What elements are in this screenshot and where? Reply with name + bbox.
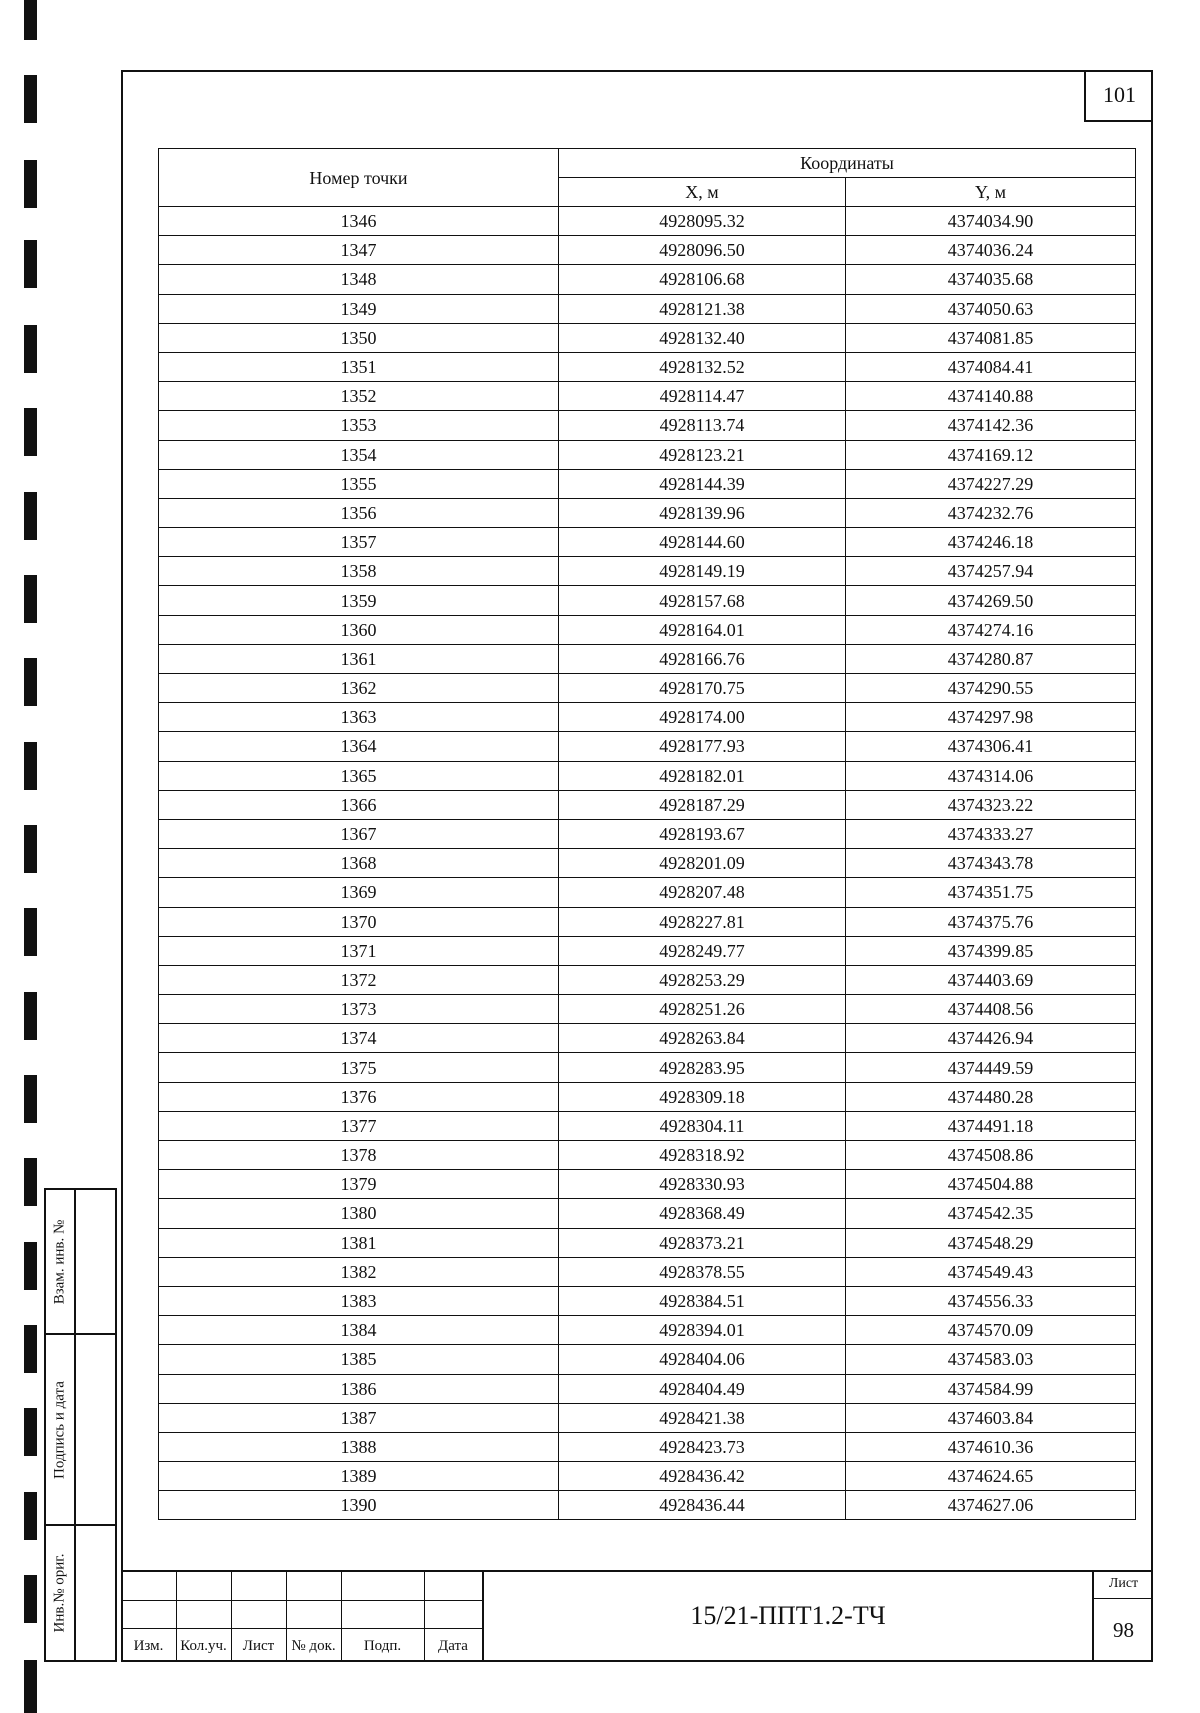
page-number — [1084, 70, 1153, 122]
coordinates-table — [158, 148, 1136, 1520]
cell-x: 4928144.60 — [559, 528, 846, 557]
cell-y: 4374274.16 — [846, 615, 1136, 644]
cell-x: 4928113.74 — [559, 411, 846, 440]
binding-mark — [24, 1575, 37, 1623]
cell-point-number: 1351 — [159, 352, 559, 381]
stamp-label-izm: Изм. — [133, 1638, 164, 1654]
cell-x: 4928304.11 — [559, 1111, 846, 1140]
cell-point-number: 1390 — [159, 1491, 559, 1520]
cell-y: 4374403.69 — [846, 965, 1136, 994]
cell-point-number: 1364 — [159, 732, 559, 761]
cell-y: 4374269.50 — [846, 586, 1136, 615]
cell-y: 4374624.65 — [846, 1462, 1136, 1491]
table-row — [159, 703, 1136, 732]
binding-mark — [24, 0, 37, 40]
cell-y: 4374548.29 — [846, 1228, 1136, 1257]
cell-point-number: 1357 — [159, 528, 559, 557]
side-label-inv-orig: Инв.№ ориг. — [51, 1553, 68, 1633]
cell-y: 4374583.03 — [846, 1345, 1136, 1374]
table-row — [159, 469, 1136, 498]
table-row — [159, 1228, 1136, 1257]
cell-y: 4374333.27 — [846, 819, 1136, 848]
cell-point-number: 1378 — [159, 1141, 559, 1170]
cell-point-number: 1347 — [159, 236, 559, 265]
cell-y: 4374375.76 — [846, 907, 1136, 936]
cell-x: 4928421.38 — [559, 1403, 846, 1432]
cell-y: 4374556.33 — [846, 1286, 1136, 1315]
cell-x: 4928423.73 — [559, 1432, 846, 1461]
side-label-vzam-inv: Взам. инв. № — [51, 1219, 68, 1304]
header-coordinates: Координаты — [559, 149, 1136, 178]
cell-x: 4928193.67 — [559, 819, 846, 848]
table-row — [159, 1170, 1136, 1199]
table-row — [159, 1432, 1136, 1461]
cell-x: 4928309.18 — [559, 1082, 846, 1111]
cell-x: 4928174.00 — [559, 703, 846, 732]
binding-mark — [24, 1242, 37, 1290]
table-row — [159, 1082, 1136, 1111]
sheet-number: 98 — [1113, 1617, 1134, 1642]
cell-point-number: 1354 — [159, 440, 559, 469]
binding-mark — [24, 742, 37, 790]
table-row — [159, 1053, 1136, 1082]
binding-mark — [24, 408, 37, 456]
stamp-label-n-dok: № док. — [291, 1638, 336, 1654]
binding-mark — [24, 240, 37, 288]
cell-y: 4374323.22 — [846, 790, 1136, 819]
cell-y: 4374542.35 — [846, 1199, 1136, 1228]
cell-point-number: 1352 — [159, 382, 559, 411]
cell-x: 4928114.47 — [559, 382, 846, 411]
cell-x: 4928318.92 — [559, 1141, 846, 1170]
binding-mark — [24, 575, 37, 623]
binding-mark — [24, 1075, 37, 1123]
cell-x: 4928201.09 — [559, 849, 846, 878]
table-row — [159, 878, 1136, 907]
table-row — [159, 557, 1136, 586]
cell-y: 4374169.12 — [846, 440, 1136, 469]
stamp-label-list: Лист — [242, 1638, 275, 1654]
table-row — [159, 674, 1136, 703]
cell-point-number: 1356 — [159, 498, 559, 527]
table-row — [159, 615, 1136, 644]
cell-y: 4374140.88 — [846, 382, 1136, 411]
document-number-text: 15/21-ППТ1.2-ТЧ — [690, 1601, 886, 1630]
table-row — [159, 1199, 1136, 1228]
table-row — [159, 1316, 1136, 1345]
table-row — [159, 1462, 1136, 1491]
cell-y: 4374449.59 — [846, 1053, 1136, 1082]
table-row — [159, 995, 1136, 1024]
cell-y: 4374314.06 — [846, 761, 1136, 790]
cell-point-number: 1383 — [159, 1286, 559, 1315]
cell-x: 4928132.40 — [559, 323, 846, 352]
cell-x: 4928373.21 — [559, 1228, 846, 1257]
cell-y: 4374050.63 — [846, 294, 1136, 323]
cell-y: 4374081.85 — [846, 323, 1136, 352]
table-row — [159, 528, 1136, 557]
stamp-label-kol-uch: Кол.уч. — [180, 1638, 227, 1654]
cell-x: 4928132.52 — [559, 352, 846, 381]
cell-x: 4928157.68 — [559, 586, 846, 615]
table-row — [159, 1024, 1136, 1053]
binding-mark — [24, 325, 37, 373]
cell-y: 4374036.24 — [846, 236, 1136, 265]
cell-x: 4928095.32 — [559, 207, 846, 236]
cell-y: 4374426.94 — [846, 1024, 1136, 1053]
cell-x: 4928207.48 — [559, 878, 846, 907]
side-field-podpis-data — [44, 1333, 117, 1526]
table-row — [159, 1403, 1136, 1432]
table-row — [159, 1111, 1136, 1140]
cell-point-number: 1365 — [159, 761, 559, 790]
table-row — [159, 265, 1136, 294]
side-field-inv-orig — [44, 1524, 117, 1662]
cell-x: 4928187.29 — [559, 790, 846, 819]
table-row — [159, 761, 1136, 790]
cell-y: 4374290.55 — [846, 674, 1136, 703]
cell-point-number: 1380 — [159, 1199, 559, 1228]
cell-point-number: 1385 — [159, 1345, 559, 1374]
cell-y: 4374504.88 — [846, 1170, 1136, 1199]
table-row — [159, 323, 1136, 352]
cell-point-number: 1384 — [159, 1316, 559, 1345]
cell-point-number: 1379 — [159, 1170, 559, 1199]
cell-point-number: 1355 — [159, 469, 559, 498]
table-row — [159, 1345, 1136, 1374]
cell-point-number: 1362 — [159, 674, 559, 703]
binding-mark — [24, 1660, 37, 1713]
table-row — [159, 1286, 1136, 1315]
table-row — [159, 965, 1136, 994]
binding-mark — [24, 492, 37, 540]
binding-mark — [24, 908, 37, 956]
cell-y: 4374257.94 — [846, 557, 1136, 586]
cell-x: 4928404.49 — [559, 1374, 846, 1403]
cell-x: 4928096.50 — [559, 236, 846, 265]
binding-mark — [24, 160, 37, 208]
header-point-number: Номер точки — [159, 149, 559, 207]
cell-point-number: 1389 — [159, 1462, 559, 1491]
stamp-label-data: Дата — [438, 1638, 468, 1654]
binding-mark — [24, 1492, 37, 1540]
cell-x: 4928106.68 — [559, 265, 846, 294]
table-row — [159, 236, 1136, 265]
cell-y: 4374480.28 — [846, 1082, 1136, 1111]
cell-y: 4374549.43 — [846, 1257, 1136, 1286]
cell-y: 4374084.41 — [846, 352, 1136, 381]
cell-point-number: 1374 — [159, 1024, 559, 1053]
table-row — [159, 644, 1136, 673]
table-row — [159, 849, 1136, 878]
cell-point-number: 1388 — [159, 1432, 559, 1461]
cell-x: 4928170.75 — [559, 674, 846, 703]
cell-y: 4374280.87 — [846, 644, 1136, 673]
cell-y: 4374610.36 — [846, 1432, 1136, 1461]
cell-y: 4374570.09 — [846, 1316, 1136, 1345]
binding-mark — [24, 75, 37, 123]
cell-y: 4374142.36 — [846, 411, 1136, 440]
cell-point-number: 1348 — [159, 265, 559, 294]
table-row — [159, 207, 1136, 236]
side-field-vzam-inv — [44, 1188, 117, 1335]
cell-point-number: 1371 — [159, 936, 559, 965]
table-row — [159, 1491, 1136, 1520]
cell-x: 4928123.21 — [559, 440, 846, 469]
cell-y: 4374584.99 — [846, 1374, 1136, 1403]
cell-point-number: 1377 — [159, 1111, 559, 1140]
cell-y: 4374227.29 — [846, 469, 1136, 498]
table-row — [159, 936, 1136, 965]
cell-x: 4928394.01 — [559, 1316, 846, 1345]
cell-point-number: 1346 — [159, 207, 559, 236]
cell-x: 4928253.29 — [559, 965, 846, 994]
cell-point-number: 1359 — [159, 586, 559, 615]
cell-x: 4928121.38 — [559, 294, 846, 323]
table-row — [159, 411, 1136, 440]
table-row — [159, 586, 1136, 615]
cell-x: 4928251.26 — [559, 995, 846, 1024]
sheet-box — [1092, 1570, 1153, 1662]
sheet-label: Лист — [1094, 1570, 1153, 1599]
cell-y: 4374343.78 — [846, 849, 1136, 878]
cell-y: 4374408.56 — [846, 995, 1136, 1024]
cell-point-number: 1367 — [159, 819, 559, 848]
cell-y: 4374306.41 — [846, 732, 1136, 761]
cell-x: 4928404.06 — [559, 1345, 846, 1374]
table-row — [159, 1374, 1136, 1403]
cell-x: 4928436.44 — [559, 1491, 846, 1520]
cell-point-number: 1382 — [159, 1257, 559, 1286]
binding-mark — [24, 1158, 37, 1206]
cell-x: 4928249.77 — [559, 936, 846, 965]
cell-y: 4374034.90 — [846, 207, 1136, 236]
cell-x: 4928164.01 — [559, 615, 846, 644]
cell-point-number: 1366 — [159, 790, 559, 819]
cell-point-number: 1353 — [159, 411, 559, 440]
table-row — [159, 907, 1136, 936]
header-y: Y, м — [846, 178, 1136, 207]
table-row — [159, 1141, 1136, 1170]
cell-point-number: 1368 — [159, 849, 559, 878]
binding-mark — [24, 1408, 37, 1456]
table-row — [159, 498, 1136, 527]
table-row — [159, 1257, 1136, 1286]
cell-x: 4928177.93 — [559, 732, 846, 761]
table-row — [159, 352, 1136, 381]
table-row — [159, 382, 1136, 411]
cell-x: 4928283.95 — [559, 1053, 846, 1082]
coordinates-table-body — [159, 207, 1136, 1520]
cell-y: 4374627.06 — [846, 1491, 1136, 1520]
cell-x: 4928263.84 — [559, 1024, 846, 1053]
cell-x: 4928384.51 — [559, 1286, 846, 1315]
cell-point-number: 1381 — [159, 1228, 559, 1257]
cell-x: 4928182.01 — [559, 761, 846, 790]
cell-point-number: 1386 — [159, 1374, 559, 1403]
cell-y: 4374297.98 — [846, 703, 1136, 732]
table-row — [159, 294, 1136, 323]
cell-point-number: 1360 — [159, 615, 559, 644]
cell-x: 4928227.81 — [559, 907, 846, 936]
cell-y: 4374603.84 — [846, 1403, 1136, 1432]
cell-point-number: 1363 — [159, 703, 559, 732]
cell-x: 4928149.19 — [559, 557, 846, 586]
cell-point-number: 1370 — [159, 907, 559, 936]
cell-point-number: 1376 — [159, 1082, 559, 1111]
cell-point-number: 1358 — [159, 557, 559, 586]
table-row — [159, 732, 1136, 761]
table-row — [159, 790, 1136, 819]
cell-point-number: 1369 — [159, 878, 559, 907]
cell-point-number: 1350 — [159, 323, 559, 352]
document-number — [482, 1570, 1092, 1662]
table-row — [159, 819, 1136, 848]
stamp-label-podp: Подп. — [363, 1638, 402, 1654]
cell-point-number: 1361 — [159, 644, 559, 673]
cell-point-number: 1372 — [159, 965, 559, 994]
cell-y: 4374035.68 — [846, 265, 1136, 294]
binding-mark — [24, 825, 37, 873]
header-x: X, м — [559, 178, 846, 207]
side-label-podpis-data: Подпись и дата — [51, 1380, 68, 1479]
cell-y: 4374351.75 — [846, 878, 1136, 907]
cell-point-number: 1349 — [159, 294, 559, 323]
cell-point-number: 1373 — [159, 995, 559, 1024]
cell-x: 4928378.55 — [559, 1257, 846, 1286]
binding-mark — [24, 658, 37, 706]
binding-mark — [24, 992, 37, 1040]
cell-x: 4928330.93 — [559, 1170, 846, 1199]
page-number-text: 101 — [1103, 82, 1136, 107]
cell-y: 4374246.18 — [846, 528, 1136, 557]
cell-y: 4374491.18 — [846, 1111, 1136, 1140]
cell-y: 4374508.86 — [846, 1141, 1136, 1170]
cell-x: 4928436.42 — [559, 1462, 846, 1491]
cell-x: 4928139.96 — [559, 498, 846, 527]
cell-point-number: 1375 — [159, 1053, 559, 1082]
table-row — [159, 440, 1136, 469]
cell-x: 4928166.76 — [559, 644, 846, 673]
cell-x: 4928368.49 — [559, 1199, 846, 1228]
cell-y: 4374232.76 — [846, 498, 1136, 527]
binding-mark — [24, 1325, 37, 1373]
cell-x: 4928144.39 — [559, 469, 846, 498]
cell-y: 4374399.85 — [846, 936, 1136, 965]
cell-point-number: 1387 — [159, 1403, 559, 1432]
